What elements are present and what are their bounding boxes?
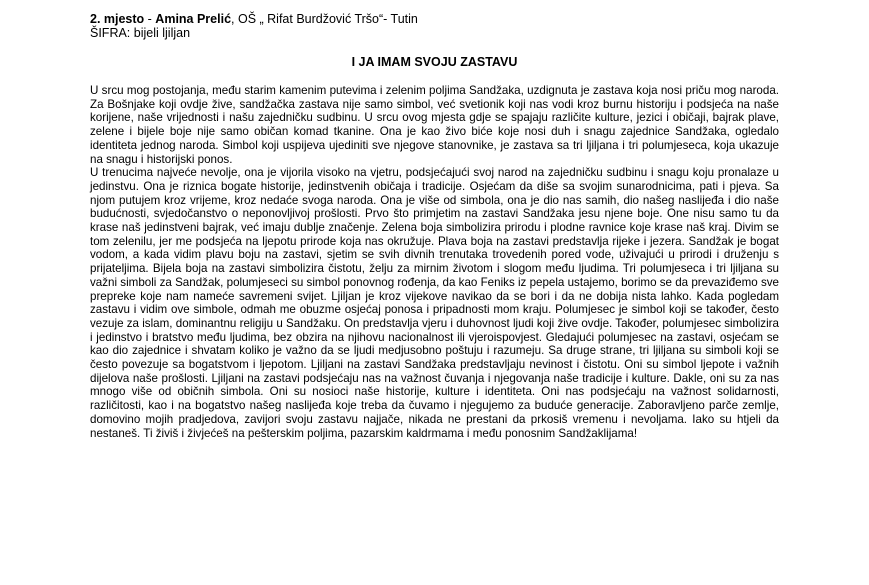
author-name: Amina Prelić [155, 12, 232, 26]
code-line: ŠIFRA: bijeli ljiljan [90, 26, 191, 40]
school-name: , OŠ „ Rifat Burdžović Tršo“- Tutin [231, 12, 418, 26]
essay-body [90, 84, 779, 440]
essay-title: I JA IMAM SVOJU ZASTAVU [351, 55, 518, 69]
paragraph-2: U trenucima najveće nevolje, ona je vijorila visoko na vjetru, podsjećajući svoj narod na zajedničku sudbinu i snagu koju pronalaze u jedinstvu. Ona je riznica bogate historije, jedinstvenih običaja i tradicije. Osjećam da diše sa svojim sunarodnicima, pati i pjeva. Sa njom putujem kroz vrijeme, kroz nedaće svoga naroda. Ona je više od simbola, ona je dio nas samih, dio našeg naslijeđa i dio naše budućnosti, svjedočanstvo o neponovljivoj prošlosti. Prvo što primjetim na zastavi Sandžaka jesu njene boje. One nisu samo tu da krase naš jedinstveni bajrak, već imaju dublje značenje. Zelena boja simbolizira prirodu i plodne ravnice koje krase naš kraj. Divim se tom zelenilu, jer me podsjeća na ljepotu prirode koja nas okružuje. Plava boja na zastavi predstavlja rijeke i jezera. Sandžak je bogat vodom, a kada vidim plavu boju na zastavi, sjetim se svih divnih trenutaka trovedenih pored vode, uživajući u prirodi i druženju s prijateljima. Bijela boja na zastavi simbolizira čistotu, želju za mirnim životom i slogom među ljudima. Tri polumjeseca i tri ljiljana su važni simboli za Sandžak, polumjeseci su simbol ponovnog rođenja, da kao Feniks iz pepela ustajemo, borimo se da prevaziđemo sve prepreke koje nam nameće savremeni svijet. Ljiljan je kroz vijekove navikao da se bori i da ne dobija nista lahko. Kada pogledam zastavu i vidim ove simbole, odmah me obuzme osjećaj ponosa i pripadnosti mom kraju. Polumjesec je simbol koji se također, često vezuje za islam, dominantnu religiju u Sandžaku. On predstavlja vjeru i duhovnost ljudi koji žive ovdje. Također, polumjesec simbolizira i jedinstvo i bratstvo među ljudima, bez obzira na njihovu nacionalnost ili vjeroispovjest. Gledajući polumjesec na zastavi, osjećam se kao dio zajednice i shvatam koliko je važno da se ljudi medjusobno poštuju i razumeju. Sa druge strane, tri ljiljana su simboli koji se često povezuje sa bogatstvom i ljepotom. Ljiljani na zastavi Sandžaka predstavljaju nevinost i čistotu. Oni su simbol ljepote i važnih dijelova naše prošlosti. Ljiljani na zastavi podsjećaju nas na važnost čuvanja i njegovanja naše tradicije i kulture. Dakle, oni su za nas mnogo više od običnih simbola. Oni su nosioci naše historije, kulture i identiteta. Oni nas podsjećaju na važnost solidarnosti, različitosti, kao i na bogatstvo našeg naslijeđa koje treba da čuvamo i njegujemo za buduće generacije. Zaboravljeno parče zemlje, domovino mojih pradjedova, zavijori svoju zastavu najjače, nikada ne prestani da prkosiš vremenu i nevoljama. Iako su htjeli da nestaneš. Ti živiš i živjećeš na pešterskim poljima, pazarskim kaldrmama i među ponosnim Sandžaklijama! [90, 166, 779, 440]
paragraph-1: U srcu mog postojanja, među starim kamenim putevima i zelenim poljima Sandžaka, uzdignuta je zastava koja nosi priču mog naroda. Za Bošnjake koji ovdje žive, sandžačka zastava nije samo simbol, već svetionik koji nas vodi kroz burnu historiju i podsjeća na naše korijene, naše vrijednosti i našu zajedničku sudbinu. U srcu ovog mjesta gdje se spajaju različite kulture, jezici i običaji, bajrak plave, zelene i bijele boje nije samo običan komad tkanine. Ona je kao živo biće koje nosi duh i snagu zajednice Sandžaka, ogledalo identiteta jednog naroda. Simbol koji uspijeva ujediniti sve njegove stanovnike, je zastava sa tri ljiljana i tri polumjeseca, koja ukazuje na snagu i historijski ponos. [90, 84, 779, 166]
author-line [90, 12, 779, 26]
separator: - [144, 12, 156, 26]
placement-label: 2. mjesto [90, 12, 145, 26]
